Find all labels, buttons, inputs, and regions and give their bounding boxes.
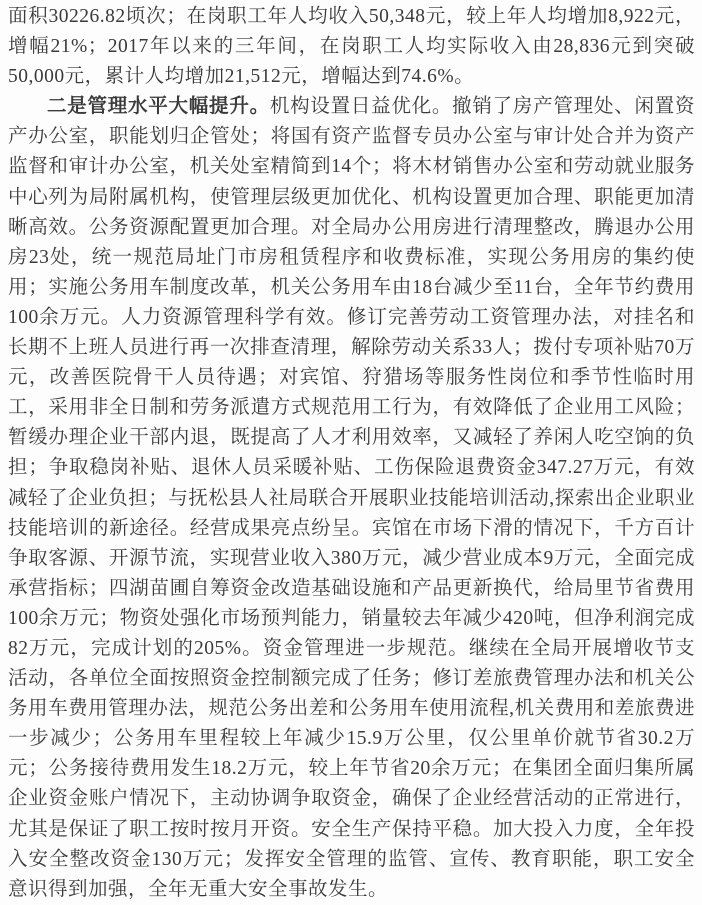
paragraph-text: 面积30226.82顷次；在岗职工年人均收入50,348元，较上年人均增加8,922元，增幅21%；2017年以来的三年间，在岗职工人均实际收入由28,836元到突破50,000元，累计人均增加21,512元，增幅达到74.6%。 — [8, 6, 695, 88]
paragraph-lead-heading: 二是管理水平大幅提升。 — [47, 96, 270, 118]
paragraph-section-two — [8, 92, 695, 905]
paragraph-text: 机构设置日益优化。撤销了房产管理处、闲置资产办公室，职能划归企管处；将国有资产监督专员办公室与审计处合并为资产监督和审计办公室，机关处室精简到14个；将木材销售办公室和劳动就业服务中心列为局附属机构，使管理层级更加优化、机构设置更加合理、职能更加清晰高效。公务资源配置更加合理。对全局办公用房进行清理整改，腾退办公用房23处，统一规范局址门市房租赁程序和收费标准，实现公务用房的集约使用；实施公务用车制度改革，机关公务用车由18台减少至11台，全年节约费用100余万元。人力资源管理科学有效。修订完善劳动工资管理办法，对挂名和长期不上班人员进行再一次排查清理，解除劳动关系33人；拨付专项补贴70万元，改善医院骨干人员待遇；对宾馆、狩猎场等服务性岗位和季节性临时用工，采用非全日制和劳务派遣方式规范用工行为，有效降低了企业用工风险；暂缓办理企业干部内退，既提高了人才利用效率，又减轻了养闲人吃空饷的负担；争取稳岗补贴、退休人员采暖补贴、工伤保险退费资金347.27万元，有效减轻了企业负担；与抚松县人社局联合开展职业技能培训活动,探索出企业职业技能培训的新途径。经营成果亮点纷呈。宾馆在市场下滑的情况下，千方百计争取客源、开源节流，实现营业收入380万元，减少营业成本9万元，全面完成承营指标；四湖苗圃自筹资金改造基础设施和产品更新换代，给局里节省费用100余万元；物资处强化市场预判能力，销量较去年减少420吨，但净利润完成82万元，完成计划的205%。资金管理进一步规范。继续在全局开展增收节支活动，各单位全面按照资金控制额完成了任务；修订差旅费管理办法和机关公务用车费用管理办法，规范公务出差和公务用车使用流程,机关费用和差旅费进一步减少；公务用车里程较上年减少15.9万公里，仅公里单价就节省30.2万元；公务接待费用发生18.2万元，较上年节省20余万元；在集团全面归集所属企业资金账户情况下，主动协调争取资金，确保了企业经营活动的正常进行，尤其是保证了职工按时按月开资。安全生产保持平稳。加大投入力度，全年投入安全整改资金130万元；发挥安全管理的监管、宣传、教育职能，职工安全意识得到加强，全年无重大安全事故发生。 — [8, 96, 695, 900]
paragraph-continuation — [8, 2, 695, 92]
